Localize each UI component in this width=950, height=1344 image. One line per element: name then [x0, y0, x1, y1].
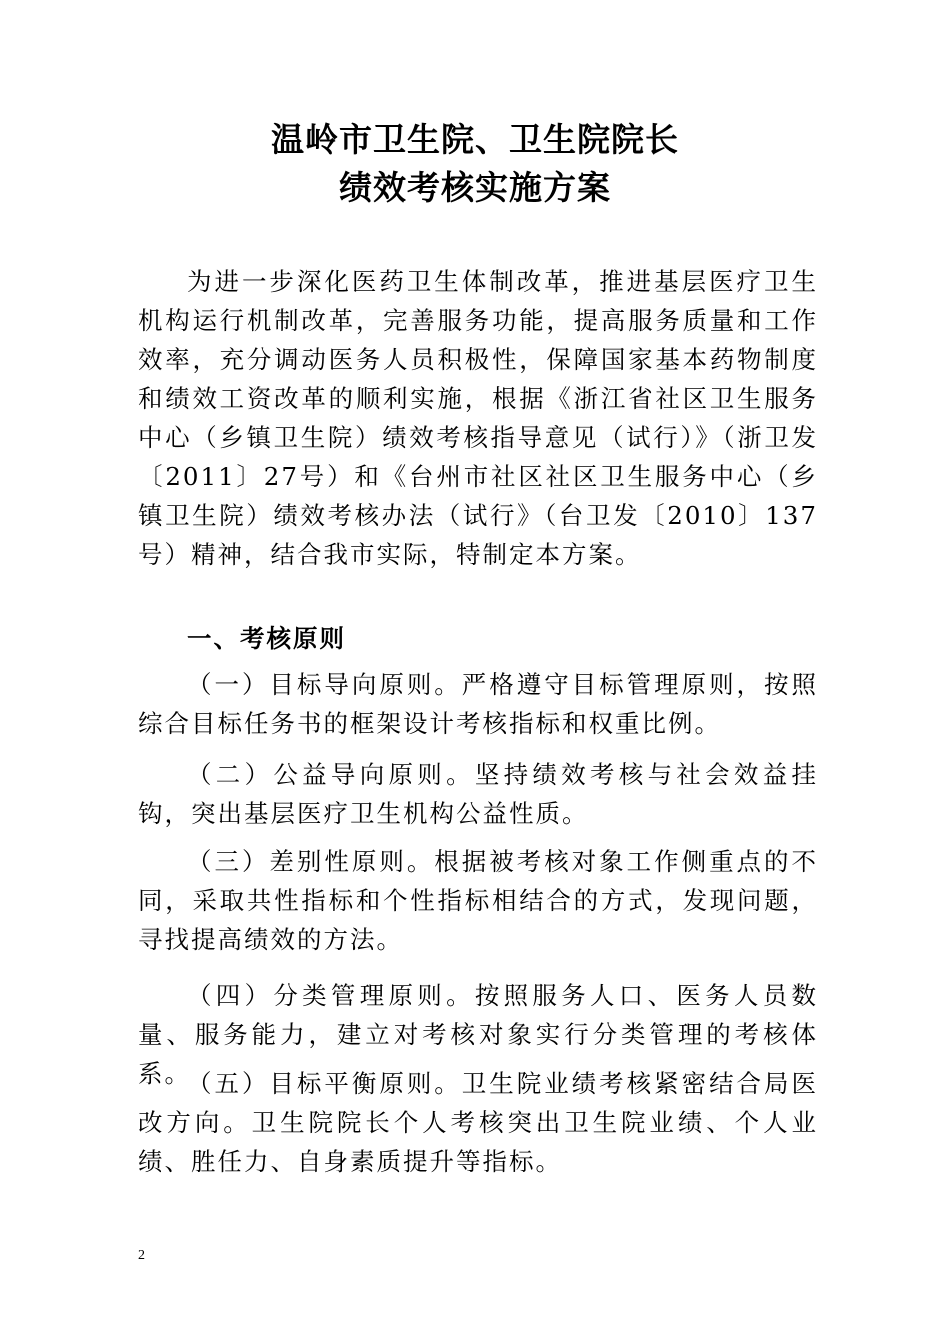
principle-paragraph-1: （一）目标导向原则。严格遵守目标管理原则，按照综合目标任务书的框架设计考核指标和权重比例。	[138, 670, 818, 738]
principle-3-block	[138, 842, 818, 959]
principle-paragraph-5: （五）目标平衡原则。卫生院业绩考核紧密结合局医改方向。卫生院院长个人考核突出卫生院业绩、个人业绩、胜任力、自身素质提升等指标。	[138, 1069, 818, 1176]
principle-paragraph-3: （三）差别性原则。根据被考核对象工作侧重点的不同，采取共性指标和个性指标相结合的方式，发现问题，寻找提高绩效的方法。	[138, 847, 818, 954]
section-1	[138, 619, 818, 658]
intro-paragraph: 为进一步深化医药卫生体制改革，推进基层医疗卫生机构运行机制改革，完善服务功能，提高服务质量和工作效率，充分调动医务人员积极性，保障国家基本药物制度和绩效工资改革的顺利实施，根据《浙江省社区卫生服务中心（乡镇卫生院）绩效考核指导意见（试行）》（浙卫发〔2011〕27号）和《台州市社区社区卫生服务中心（乡镇卫生院）绩效考核办法（试行》（台卫发〔2010〕137号）精神，结合我市实际，特制定本方案。	[138, 267, 818, 569]
principle-2-block	[138, 755, 818, 833]
document-title-line2: 绩效考核实施方案	[339, 168, 611, 207]
section-heading: 一、考核原则	[187, 624, 346, 653]
principle-5-block	[138, 1064, 818, 1181]
principle-paragraph-4: （四）分类管理原则。按照服务人口、医务人员数量、服务能力，建立对考核对象实行分类管理的考核体系。	[138, 981, 818, 1088]
principle-paragraph-2: （二）公益导向原则。坚持绩效考核与社会效益挂钩，突出基层医疗卫生机构公益性质。	[138, 760, 818, 828]
principle-1-block	[138, 665, 818, 743]
document-title-line1: 温岭市卫生院、卫生院院长	[271, 120, 679, 159]
page-number: 2	[138, 1248, 145, 1263]
document-body	[138, 262, 818, 574]
